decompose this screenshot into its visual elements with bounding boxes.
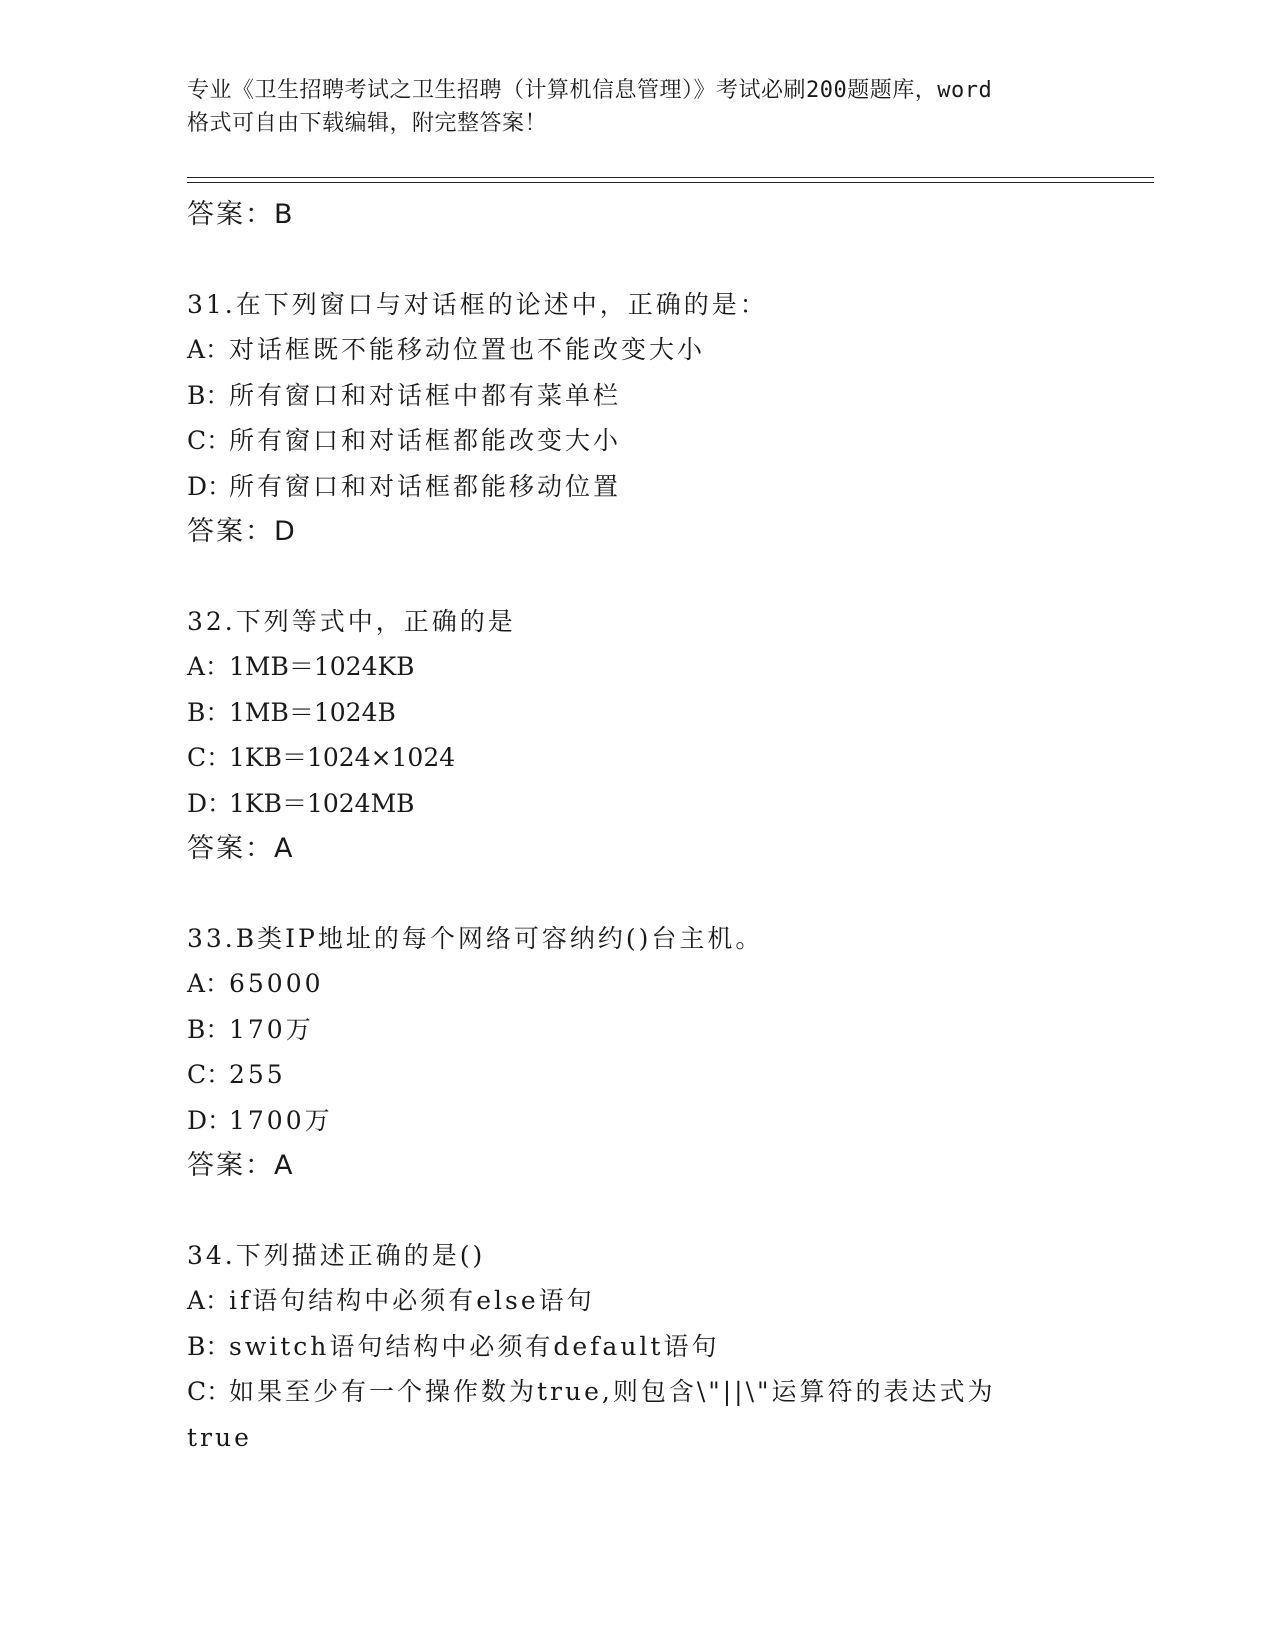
option-label: C： (187, 1377, 232, 1406)
option-d (187, 781, 1137, 827)
option-text: 对话框既不能移动位置也不能改变大小 (229, 335, 706, 364)
option-text: 所有窗口和对话框中都有菜单栏 (229, 380, 622, 410)
option-label: B： (187, 1331, 231, 1361)
option-label: A： (187, 1286, 231, 1315)
option-a (187, 1278, 1137, 1324)
question-block (187, 916, 1137, 1189)
answer-line: 答案：D (187, 516, 297, 547)
question-list (187, 192, 1137, 1460)
option-a (187, 644, 1137, 690)
header-divider-top (187, 177, 1154, 178)
option-text: switch语句结构中必须有default语句 (229, 1331, 720, 1361)
option-c (187, 1052, 1137, 1098)
option-a (187, 327, 1137, 373)
answer-line: 答案：A (187, 1150, 295, 1181)
option-b (187, 690, 1137, 736)
option-label: C： (187, 1060, 232, 1089)
option-b (187, 1324, 1137, 1370)
option-label: D： (187, 471, 233, 501)
option-d (187, 464, 1137, 510)
option-text: if语句结构中必须有else语句 (229, 1286, 595, 1315)
option-label: C： (187, 743, 232, 772)
question-stem: 34.下列描述正确的是() (187, 1240, 486, 1270)
option-text: 170万 (229, 1014, 314, 1044)
question-block (187, 282, 1137, 555)
answer-line: 答案：A (187, 833, 295, 864)
question-block (187, 599, 1137, 872)
question-stem: 32.下列等式中，正确的是 (187, 606, 516, 636)
question-stem: 33.B类IP地址的每个网络可容纳约()台主机。 (187, 923, 764, 953)
option-text: 1MB＝1024KB (229, 652, 415, 681)
option-text: 1KB＝1024×1024 (229, 743, 456, 772)
option-label: A： (187, 969, 231, 998)
answer-line: 答案：B (187, 199, 295, 230)
option-label: B： (187, 1014, 231, 1044)
option-a (187, 961, 1137, 1007)
header-divider-bottom (187, 182, 1154, 183)
header-line-2: 格式可自由下载编辑，附完整答案！ (187, 111, 548, 136)
header-line-1: 专业《卫生招聘考试之卫生招聘（计算机信息管理）》考试必刷200题题库，word (187, 78, 993, 103)
option-label: D： (187, 1105, 233, 1135)
option-text: 65000 (229, 969, 324, 998)
option-label: B： (187, 380, 231, 410)
option-label: D： (187, 788, 233, 818)
option-text: 所有窗口和对话框都能改变大小 (229, 426, 622, 455)
spacer (187, 555, 1137, 599)
option-text: 1MB＝1024B (229, 697, 396, 727)
question-block (187, 1233, 1137, 1461)
option-b (187, 1007, 1137, 1053)
spacer (187, 1189, 1137, 1233)
option-text: 255 (229, 1060, 286, 1089)
option-label: B： (187, 697, 231, 727)
option-b (187, 373, 1137, 419)
option-text: 1KB＝1024MB (229, 788, 415, 818)
option-c (187, 1369, 1137, 1415)
option-c-continuation: true (187, 1422, 252, 1452)
option-d (187, 1098, 1137, 1144)
option-c (187, 735, 1137, 781)
option-c (187, 418, 1137, 464)
option-text: 如果至少有一个操作数为true,则包含\"||\"运算符的表达式为 (229, 1377, 996, 1406)
option-label: C： (187, 426, 232, 455)
option-text: 所有窗口和对话框都能移动位置 (229, 471, 622, 501)
document-header (187, 74, 1087, 140)
option-text: 1700万 (229, 1105, 333, 1135)
spacer (187, 872, 1137, 916)
option-label: A： (187, 652, 231, 681)
question-stem: 31.在下列窗口与对话框的论述中，正确的是： (187, 289, 768, 319)
option-label: A： (187, 335, 231, 364)
spacer (187, 238, 1137, 282)
